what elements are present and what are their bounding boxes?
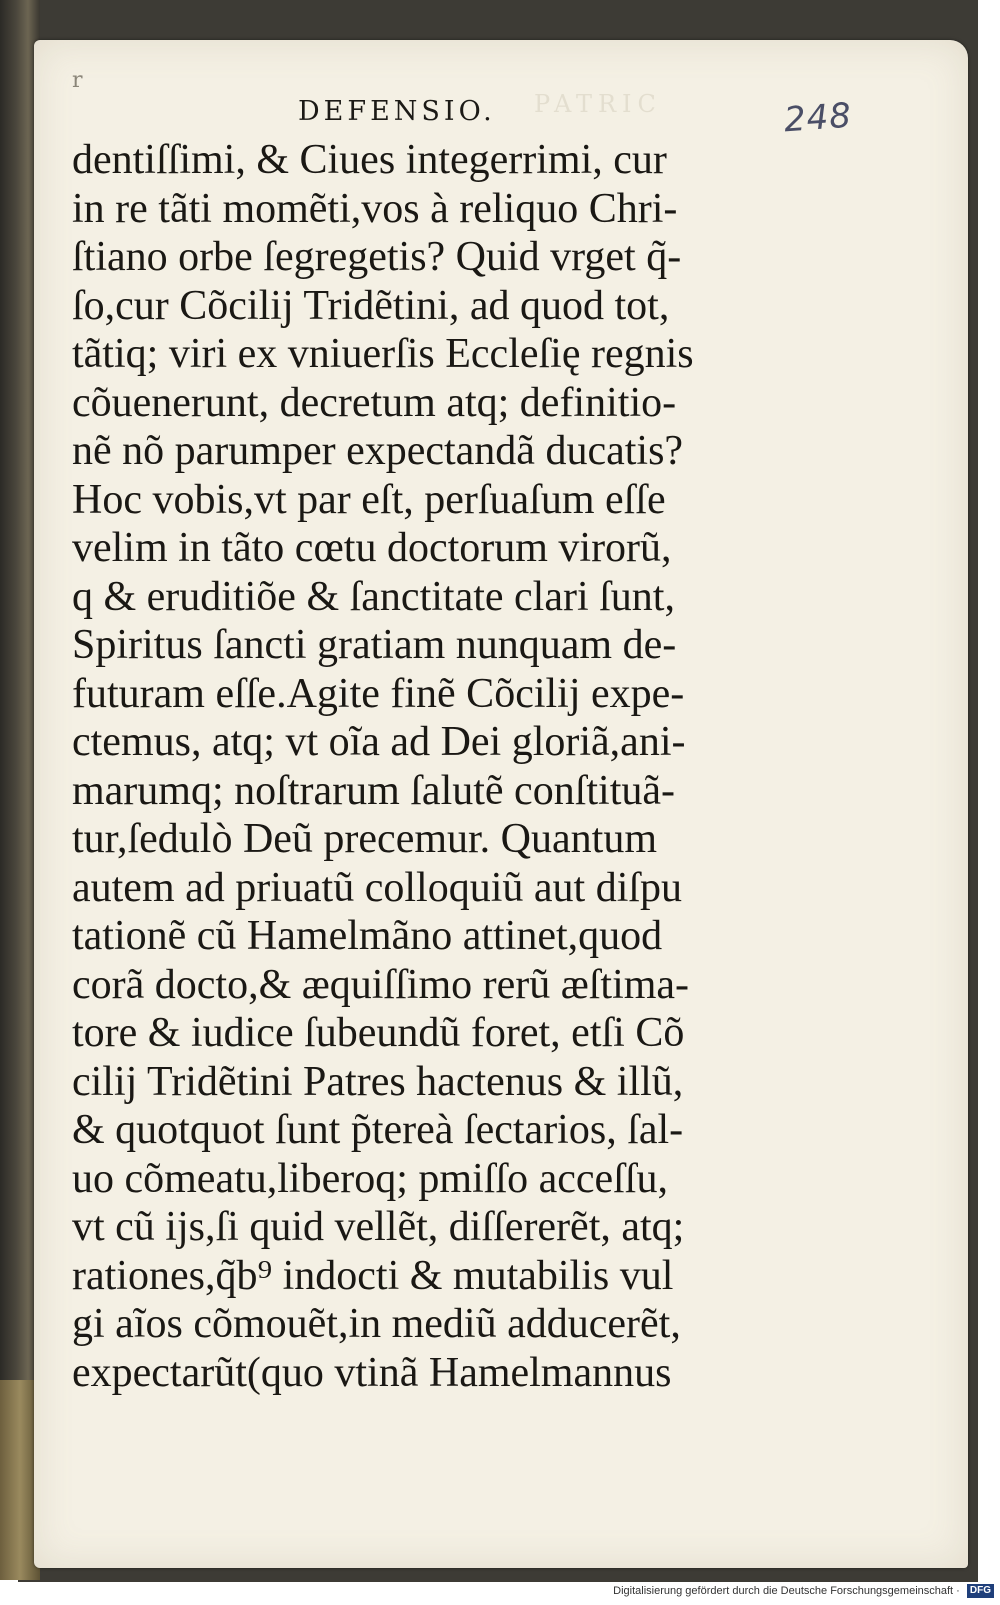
text-line: & quotquot ſunt p̃tereà ſectarios, ſal- [72, 1107, 684, 1153]
text-line: marumq; noſtrarum ſalutẽ conſtituã- [72, 767, 675, 814]
text-line: corã docto,& æquiſſimo rerũ æſtima- [72, 961, 690, 1008]
running-head: DEFENSIO. [298, 96, 496, 127]
text-line: cõuenerunt, decretum atq; definitio- [72, 379, 677, 426]
text-line: in re tãti momẽti,vos à reliquo Chri- [72, 185, 678, 232]
text-line: q & eruditiõe & ſanctitate clari ſunt, [72, 573, 675, 620]
text-line: ſo,cur Cõcilij Tridẽtini, ad quod tot, [72, 282, 670, 329]
book-page [34, 40, 968, 1568]
corner-mark: r [72, 68, 83, 93]
text-line: ctemus, atq; vt oĩa ad Dei gloriã,ani- [72, 719, 686, 765]
text-line: Spiritus ſancti gratiam nunquam de- [72, 622, 677, 668]
text-line: tãtiq; viri ex vniuerſis Eccleſię regnis [72, 331, 694, 377]
body-text [72, 136, 792, 1397]
text-line: dentiſſimi, & Ciues integerrimi, cur [72, 137, 667, 183]
text-line: tationẽ cũ Hamelmãno attinet,quod [72, 913, 663, 959]
text-line: gi aĩos cõmouẽt,in mediũ adducerẽt, [72, 1301, 681, 1347]
text-line: tur,ſedulò Deũ precemur. Quantum [72, 816, 657, 862]
text-line: Hoc vobis,vt par eſt, perſuaſum eſſe [72, 476, 666, 523]
digitization-credit [613, 1584, 994, 1598]
text-line: rationes,q̃b⁹ indocti & mutabilis vul [72, 1252, 674, 1299]
dfg-logo: DFG [967, 1584, 994, 1598]
folio-number: 248 [782, 95, 854, 141]
text-line: expectarũt(quo vtinã Hamelmannus [72, 1349, 672, 1396]
text-line: ſtiano orbe ſegregetis? Quid vrget q̃- [72, 234, 682, 280]
bleed-through-text: PATRIC [534, 90, 662, 118]
text-line: cilij Tridẽtini Patres hactenus & illũ, [72, 1058, 684, 1105]
text-line: vt cũ ijs,ſi quid vellẽt, diſſererẽt, atq; [72, 1204, 685, 1250]
text-line: tore & iudice ſubeundũ foret, etſi Cõ [72, 1010, 685, 1056]
text-line: autem ad priuatũ colloquiũ aut diſpu [72, 864, 683, 911]
text-line: velim in tãto cœtu doctorum virorũ, [72, 525, 672, 571]
credit-text: Digitalisierung gefördert durch die Deutsche Forschungsgemeinschaft · [613, 1584, 960, 1597]
text-line: futuram eſſe.Agite finẽ Cõcilij expe- [72, 670, 685, 717]
text-line: nẽ nõ parumper expectandã ducatis? [72, 428, 684, 474]
text-line: uo cõmeatu,liberoq; pmiſſo acceſſu, [72, 1155, 668, 1202]
